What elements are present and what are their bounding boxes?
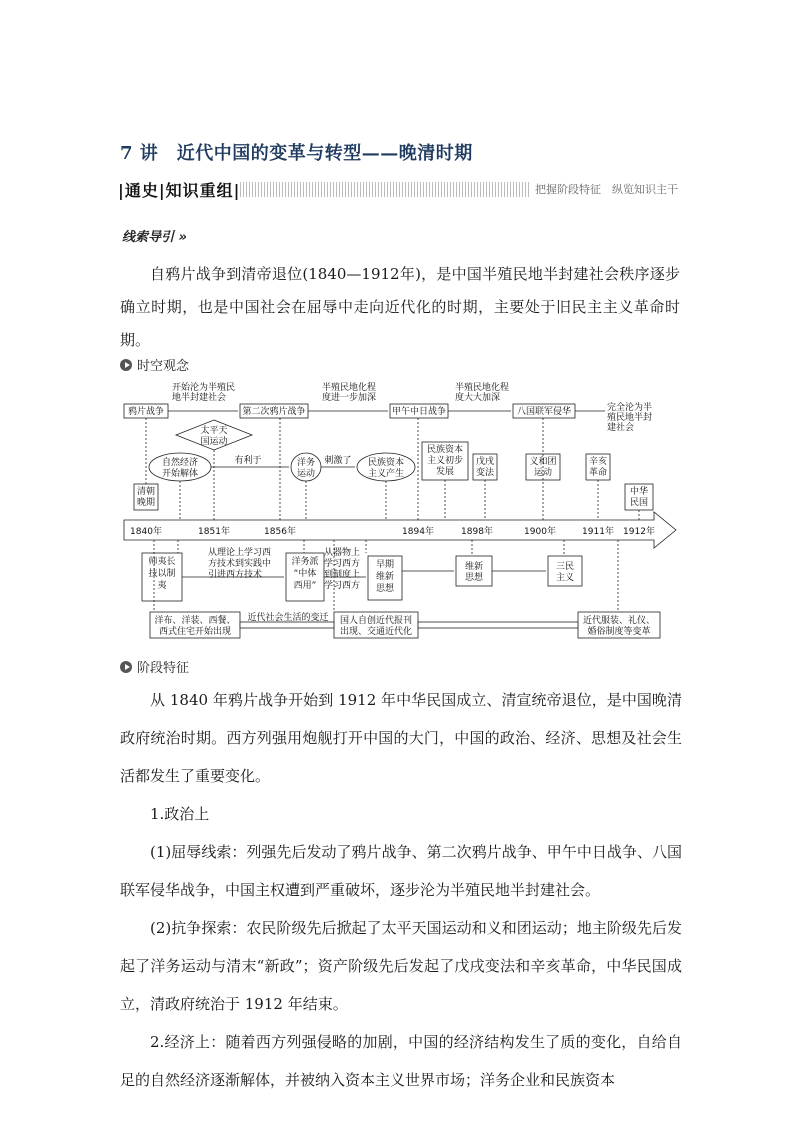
- customs-label: 近代服装、礼仪、: [582, 616, 656, 626]
- customs-label: 婚俗制度等变革: [587, 627, 651, 637]
- play-icon: [120, 661, 132, 673]
- wuxu-label: 变法: [475, 468, 495, 478]
- wuxu-label: 戊戌: [475, 457, 495, 467]
- top-note: 半殖民地化程: [322, 383, 377, 393]
- play-icon: [120, 359, 132, 371]
- bottom-note: 从理论上学习西: [208, 548, 272, 558]
- section-spacetime-label: 时空观念: [137, 359, 190, 374]
- bottom-note: 学习西方: [324, 581, 361, 591]
- body-text: [120, 681, 682, 1099]
- top-note: 度大大加深: [455, 393, 501, 403]
- top-event-label: 第二次鸦片战争: [242, 407, 306, 417]
- national-prelim-label: 主义初步: [426, 456, 464, 466]
- year-label: 1894年: [402, 527, 434, 537]
- yihetuan-label: 运动: [533, 468, 553, 478]
- national-capital-label: 民族资本: [367, 458, 405, 468]
- bottom-box-label: 主义: [555, 573, 575, 583]
- top-note: 开始沦为半殖民: [172, 383, 236, 393]
- year-label: 1840年: [130, 527, 162, 537]
- top-event-label: 甲午中日战争: [391, 407, 447, 417]
- intro-text: 自鸦片战争到清帝退位(1840—1912年)，是中国半殖民地半封建社会秩序逐步确立时期，也是中国社会在屈辱中走向近代化的时期，主要处于旧民主主义革命时期。: [120, 265, 680, 349]
- national-prelim-label: 发展: [435, 467, 455, 477]
- social-label: 西式住宅开始出现: [158, 627, 232, 637]
- timeline-diagram: [120, 380, 680, 642]
- yihetuan-label: 义和团: [529, 457, 557, 467]
- section-spacetime: [120, 355, 189, 374]
- xinhai-label: 辛亥: [588, 457, 608, 467]
- taiping-label: 国运动: [200, 437, 228, 447]
- press-label: 国人自创近代报刊: [339, 616, 413, 626]
- national-prelim-label: 民族资本: [426, 445, 464, 455]
- bottom-box-label: “中体: [293, 569, 317, 579]
- section-features-label: 阶段特征: [137, 661, 190, 676]
- press-label: 出现、交通近代化: [339, 627, 413, 637]
- top-event-label: 八国联军侵华: [516, 407, 572, 417]
- social-change-label: 近代社会生活的变迁: [247, 613, 329, 623]
- bottom-note: 到制度上: [324, 570, 361, 580]
- taiping-label: 太平天: [200, 426, 228, 436]
- section-features: [120, 657, 189, 676]
- intro-paragraph: [120, 258, 680, 357]
- year-label: 1856年: [264, 527, 296, 537]
- bottom-box-label: 思想: [464, 573, 484, 583]
- clue-label: 线索导引 »: [122, 230, 187, 245]
- top-note: 殖民地半封: [607, 413, 653, 423]
- stimulated-label: 刺激了: [324, 456, 352, 466]
- bottom-box-label: 思想: [375, 584, 395, 594]
- top-note: 建社会: [607, 423, 635, 433]
- year-label: 1900年: [524, 527, 556, 537]
- year-label: 1898年: [461, 527, 493, 537]
- late-qing-label: 晚期: [136, 498, 156, 508]
- natural-economy-label: 自然经济: [161, 458, 199, 468]
- body-paragraph: (1)屈辱线索：列强先后发动了鸦片战争、第二次鸦片战争、甲午中日战争、八国联军侵华战争，中国主权遭到严重破坏，逐步沦为半殖民地半封建社会。: [120, 843, 682, 899]
- favorable-label: 有利于: [234, 456, 262, 466]
- bottom-box-label: 技以制: [148, 569, 176, 579]
- top-note: 度进一步加深: [322, 393, 377, 403]
- banner-tag: |通史|知识重组|: [118, 181, 241, 200]
- social-label: 洋布、洋装、西餐、: [154, 616, 236, 626]
- bottom-note: 引进西方技术: [208, 570, 263, 580]
- bottom-note: 从器物上: [324, 548, 361, 558]
- bottom-note: 学习西方: [324, 559, 361, 569]
- bottom-box-label: 三民: [555, 562, 575, 572]
- natural-economy-label: 开始解体: [161, 469, 199, 479]
- body-paragraph: 2.经济上：随着西方列强侵略的加剧，中国的经济结构发生了质的变化，自给自足的自然经济逐渐解体，并被纳入资本主义世界市场；洋务企业和民族资本: [120, 1033, 682, 1089]
- body-paragraph: 从 1840 年鸦片战争开始到 1912 年中华民国成立、清宣统帝退位，是中国晚清政府统治时期。西方列强用炮舰打开中国的大门，中国的政治、经济、思想及社会生活都发生了重要变化。: [120, 691, 682, 785]
- roc-label: 民国: [629, 498, 649, 508]
- xinhai-label: 革命: [588, 468, 608, 478]
- section-banner: [118, 178, 678, 200]
- late-qing-label: 清朝: [136, 487, 156, 497]
- bottom-box-label: 洋务派: [291, 557, 319, 567]
- year-label: 1912年: [623, 527, 655, 537]
- year-label: 1911年: [582, 527, 614, 537]
- roc-label: 中华: [629, 487, 649, 497]
- top-note: 半殖民地化程: [455, 383, 510, 393]
- bottom-box-label: 西用”: [293, 581, 317, 591]
- bottom-note: 方技术到实践中: [208, 559, 272, 569]
- top-event-label: 鸦片战争: [127, 407, 165, 417]
- bottom-box-label: 夷: [157, 581, 167, 591]
- bottom-box-label: 早期: [375, 560, 395, 570]
- bottom-box-label: 维新: [375, 572, 395, 582]
- yangwu-label: 运动: [296, 469, 316, 479]
- bottom-box-label: 师夷长: [148, 557, 176, 567]
- body-paragraph: (2)抗争探索：农民阶级先后掀起了太平天国运动和义和团运动；地主阶级先后发起了洋务运动与清末“新政”；资产阶级先后发起了戊戌变法和辛亥革命，中华民国成立，清政府统治于 1912 年结束。: [120, 919, 682, 1013]
- bottom-box-label: 维新: [464, 562, 484, 572]
- national-capital-label: 主义产生: [367, 469, 405, 479]
- top-note: 地半封建社会: [172, 393, 227, 403]
- page-title: 7 讲 近代中国的变革与转型——晚清时期: [120, 143, 473, 164]
- top-note: 完全沦为半: [607, 403, 653, 413]
- body-paragraph: 1.政治上: [150, 805, 210, 823]
- banner-subtitle: 把握阶段特征 纵览知识主干: [529, 181, 678, 197]
- yangwu-label: 洋务: [296, 458, 316, 468]
- year-label: 1851年: [198, 527, 230, 537]
